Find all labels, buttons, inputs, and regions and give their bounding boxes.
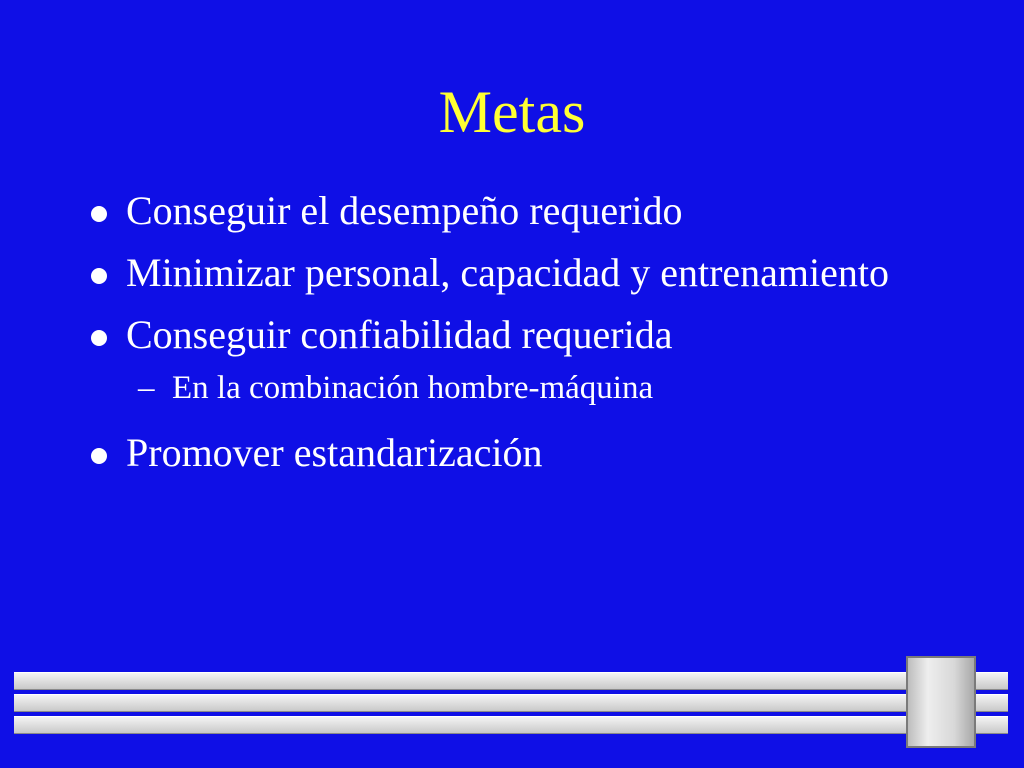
bullet-dot-icon [91,330,107,346]
bar-stripe [14,672,1008,690]
decorative-slider-bar [14,672,1008,744]
bar-stripe [14,716,1008,734]
bullet-dot-icon [91,448,107,464]
bar-stripe [14,694,1008,712]
bullet-item [0,248,986,298]
bullet-dot-icon [91,268,107,284]
bullet-text: Conseguir confiabilidad requerida [126,312,673,357]
sub-bullet-item [0,366,1024,410]
bullet-item [0,310,986,360]
dash-marker: – [138,370,155,406]
bullet-dot-icon [91,206,107,222]
bullet-text: Minimizar personal, capacidad y entrenamiento [126,250,890,295]
bullet-item [0,186,986,236]
bullet-list [0,186,1024,478]
sub-bullet-text: En la combinación hombre-máquina [172,370,654,406]
bullet-item [0,428,986,478]
bullet-text: Promover estandarización [126,430,543,475]
bullet-text: Conseguir el desempeño requerido [126,188,683,233]
slide-title: Metas [438,79,586,145]
slider-knob-icon [906,656,976,748]
